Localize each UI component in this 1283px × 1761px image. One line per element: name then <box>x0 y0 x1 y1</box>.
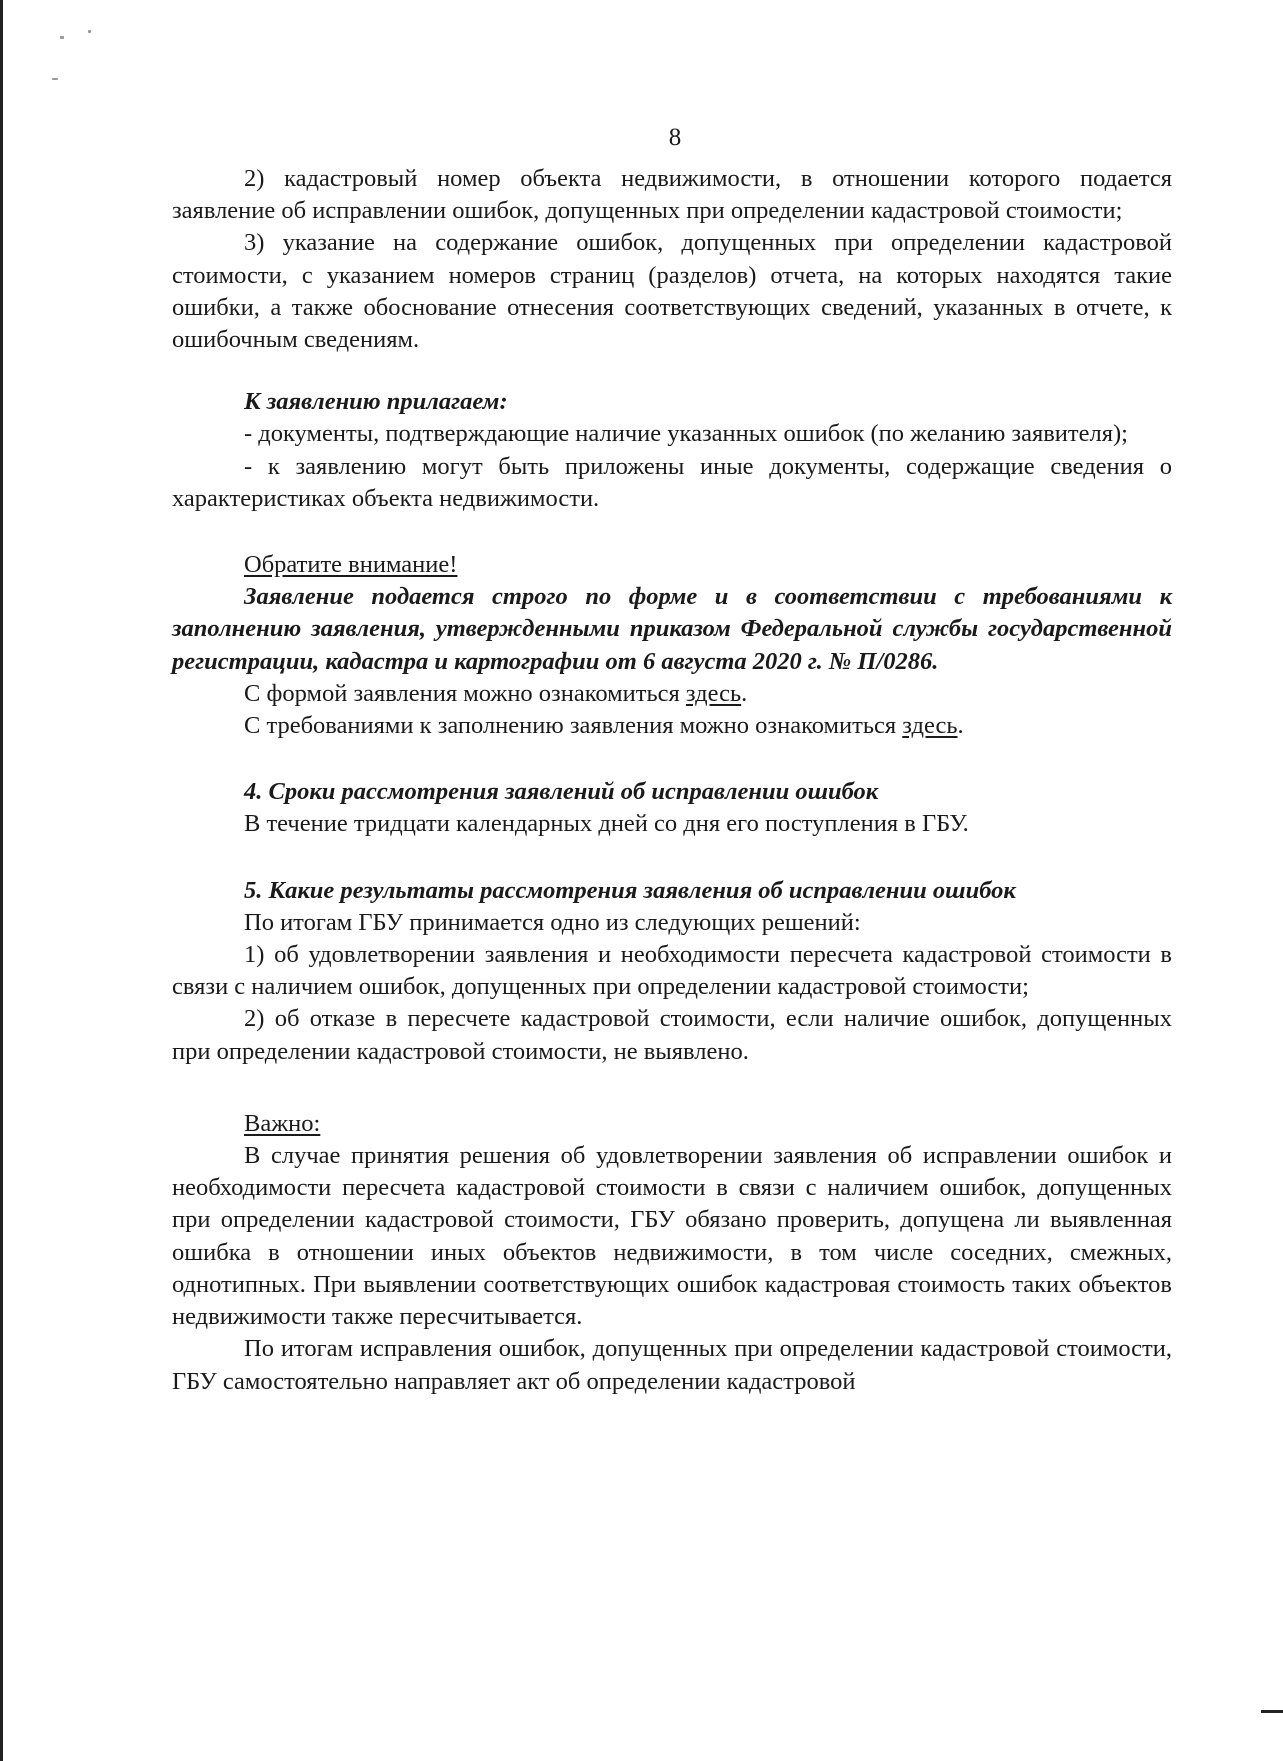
list-item-2: 2) кадастровый номер объекта недвижимости, в отношении которого подается заявление об исправлении ошибок, допущенных при определении кадастровой стоимости; <box>172 165 1172 225</box>
attachment-item-2: - к заявлению могут быть приложены иные документы, содержащие сведения о характеристиках объекта недвижимости. <box>172 452 1172 512</box>
attachment-item-1: - документы, подтверждающие наличие указанных ошибок (по желанию заявителя); <box>244 420 1128 448</box>
scan-edge-mark <box>1261 1710 1283 1713</box>
important-heading: Важно: <box>244 1109 321 1137</box>
notice-bold-text: Заявление подается строго по форме и в соответствии с требованиями к заполнению заявления, утвержденными приказом Федеральной службы государственной регистрации, кадастра и картографии от 6 августа 2020 г. № П/0286. <box>172 583 1172 675</box>
form-reference-text: С формой заявления можно ознакомиться <box>244 679 686 707</box>
attachments-heading: К заявлению прилагаем: <box>244 388 508 416</box>
scan-speck <box>60 36 64 39</box>
section-5-heading: 5. Какие результаты рассмотрения заявления об исправлении ошибок <box>244 876 1016 904</box>
page-number: 8 <box>668 124 682 151</box>
section-4-heading: 4. Сроки рассмотрения заявлений об исправлении ошибок <box>244 778 879 806</box>
important-paragraph-1: В случае принятия решения об удовлетворении заявления об исправлении ошибок и необходимости пересчета кадастровой стоимости в связи с наличием ошибок, допущенных при определении кадастровой стоимости, ГБУ обязано проверить, допущена ли выявленная ошибка в отношении иных объектов недвижимости, в том числе соседних, смежных, однотипных. При выявлении соответствующих ошибок кадастровая стоимость таких объектов недвижимости также пересчитывается. <box>172 1142 1172 1331</box>
requirements-link[interactable]: здесь <box>902 712 958 740</box>
notice-heading: Обратите внимание! <box>244 551 458 579</box>
form-reference <box>172 678 1172 710</box>
form-link[interactable]: здесь <box>685 679 742 707</box>
list-item-3: 3) указание на содержание ошибок, допущенных при определении кадастровой стоимости, с указанием номеров страниц (разделов) отчета, на которых находятся такие ошибки, а также обоснование отнесения соответствующих сведений, указанных в отчете, к ошибочным сведениям. <box>172 229 1172 354</box>
section-5-item-1: 1) об удовлетворении заявления и необходимости пересчета кадастровой стоимости в связи с наличием ошибок, допущенных при определении кадастровой стоимости; <box>172 941 1172 1001</box>
document-body <box>172 163 1172 1398</box>
requirements-reference-text: С требованиями к заполнению заявления можно ознакомиться <box>244 712 903 740</box>
section-5-intro: По итогам ГБУ принимается одно из следующих решений: <box>244 908 861 936</box>
important-paragraph-2: По итогам исправления ошибок, допущенных при определении кадастровой стоимости, ГБУ самостоятельно направляет акт об определении кадастровой <box>172 1335 1172 1395</box>
requirements-reference-end: . <box>957 712 964 740</box>
scan-speck <box>52 78 58 80</box>
scan-left-edge <box>0 0 3 1761</box>
scan-speck <box>88 30 91 33</box>
section-5-item-2: 2) об отказе в пересчете кадастровой стоимости, если наличие ошибок, допущенных при определении кадастровой стоимости, не выявлено. <box>172 1005 1172 1065</box>
requirements-reference <box>172 710 1172 742</box>
form-reference-end: . <box>741 679 748 707</box>
section-4-text: В течение тридцати календарных дней со дня его поступления в ГБУ. <box>244 810 969 838</box>
